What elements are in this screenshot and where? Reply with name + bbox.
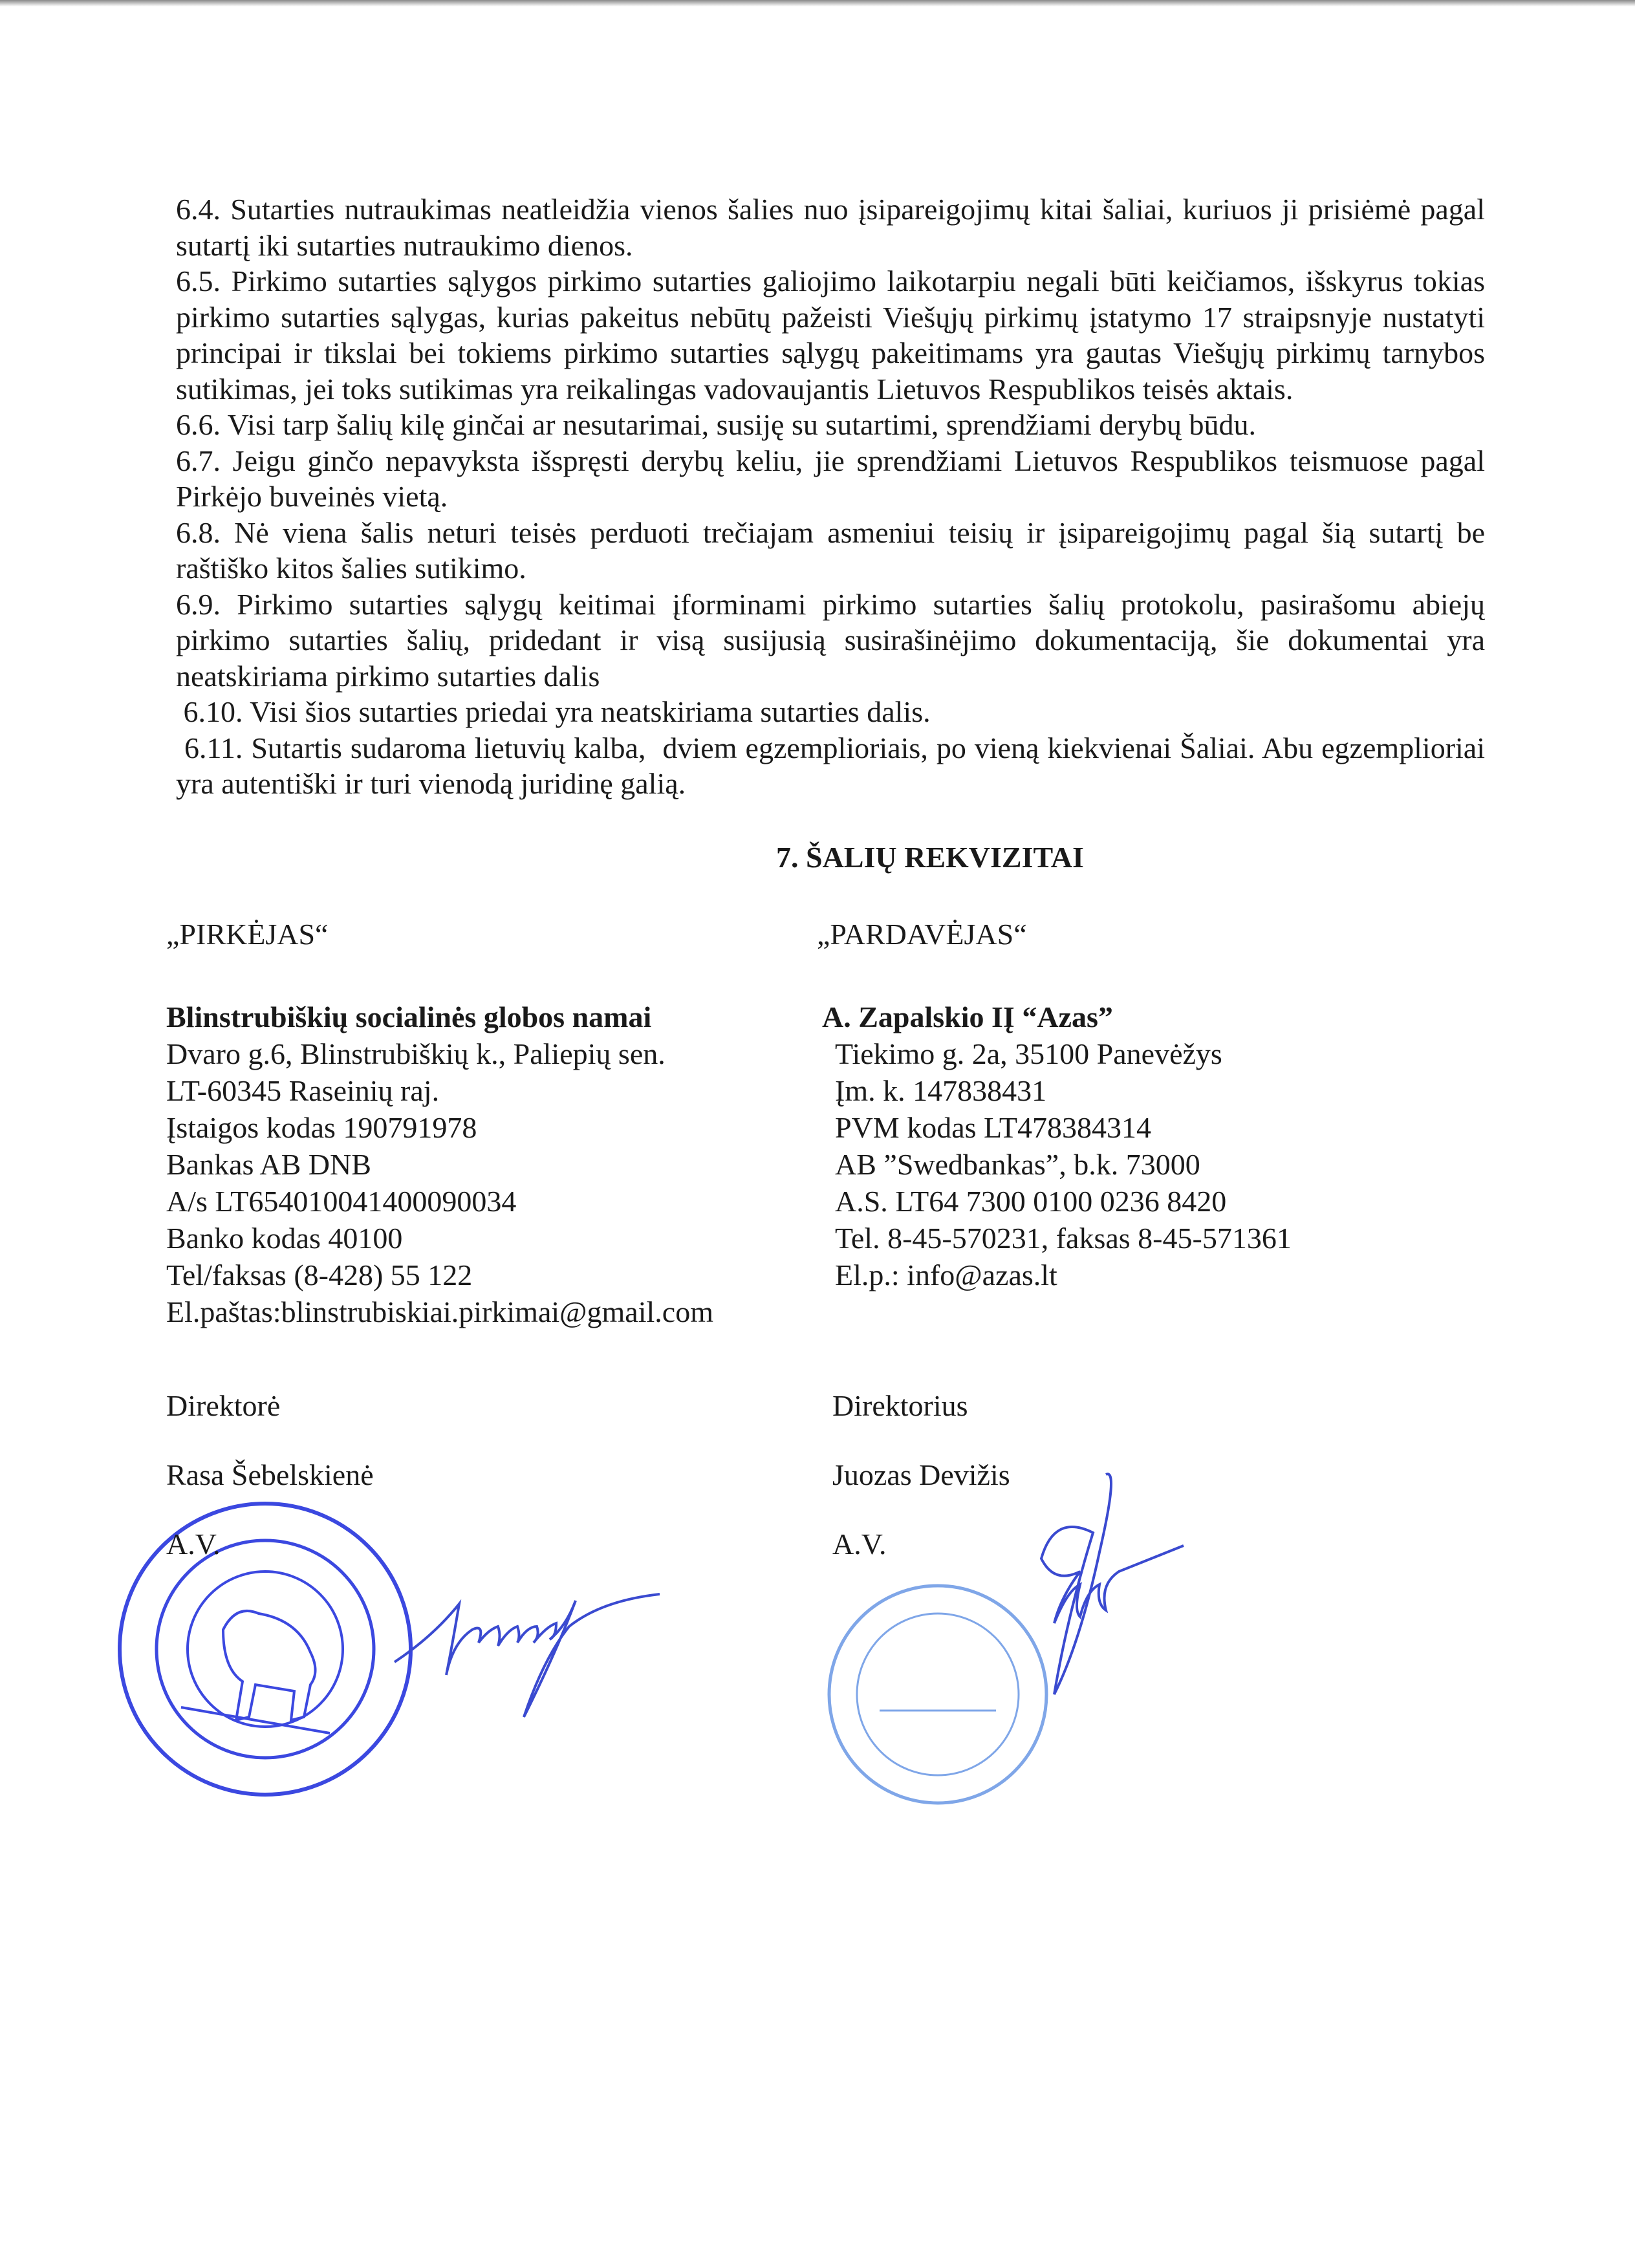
seller-account: A.S. LT64 7300 0100 0236 8420: [835, 1184, 1227, 1218]
seller-email: El.p.: info@azas.lt: [835, 1258, 1057, 1291]
clause-6-10: 6.10. Visi šios sutarties priedai yra neatskiriama sutarties dalis.: [176, 695, 931, 728]
buyer-details: [166, 916, 817, 1562]
contract-clauses: [176, 191, 1493, 802]
clause-6-11: 6.11. Sutartis sudaroma lietuvių kalba, dviem egzemplioriais, po vieną kiekvienai Šaliai. Abu egzemplioriai yra autentiški ir turi vienodą juridinę galią.: [176, 731, 1493, 800]
clause-6-6: 6.6. Visi tarp šalių kilę ginčai ar nesutarimai, susiję su sutartimi, sprendžiami derybų būdu.: [176, 408, 1256, 441]
clause-6-7: 6.7. Jeigu ginčo nepavyksta išspręsti derybų keliu, jie sprendžiami Lietuvos Respublikos teismuose pagal Pirkėjo buveinės vietą.: [176, 444, 1485, 513]
buyer-role: „PIRKĖJAS“: [166, 917, 329, 951]
buyer-seal-mark: A.V.: [166, 1527, 221, 1561]
document-page: [166, 191, 1493, 1562]
buyer-postcode: LT-60345 Raseinių raj.: [166, 1074, 440, 1107]
seller-position: Direktorius: [832, 1388, 968, 1422]
buyer-phone: Tel/faksas (8-428) 55 122: [166, 1258, 473, 1291]
buyer-bank-code: Banko kodas 40100: [166, 1221, 403, 1255]
buyer-signatory: Rasa Šebelskienė: [166, 1458, 374, 1491]
seller-company-code: Įm. k. 147838431: [835, 1074, 1047, 1107]
seller-bank: AB ”Swedbankas”, b.k. 73000: [835, 1147, 1200, 1181]
seller-vat-code: PVM kodas LT478384314: [835, 1110, 1151, 1144]
party-details: [166, 916, 1485, 1562]
buyer-address: Dvaro g.6, Blinstrubiškių k., Paliepių sen.: [166, 1037, 666, 1070]
seller-seal-mark: A.V.: [832, 1527, 887, 1561]
clause-6-4: 6.4. Sutarties nutraukimas neatleidžia vienos šalies nuo įsipareigojimų kitai šaliai, kuriuos ji prisiėmė pagal sutartį iki sutarties nutraukimo dienos.: [176, 193, 1485, 262]
seller-address: Tiekimo g. 2a, 35100 Panevėžys: [835, 1037, 1222, 1070]
buyer-bank: Bankas AB DNB: [166, 1147, 371, 1181]
buyer-signature: [388, 1565, 711, 1707]
clause-6-9: 6.9. Pirkimo sutarties sąlygų keitimai įforminami pirkimo sutarties šalių protokolu, pasirašomu abiejų pirkimo sutarties šalių, pridedant ir visą susijusią susirašinėjimo dokumentaciją, šie dokumentai yra neatskiriama pirkimo sutarties dalis: [176, 587, 1485, 693]
clause-6-8: 6.8. Nė viena šalis neturi teisės perduoti trečiajam asmeniui teisių ir įsipareigojimų pagal šią sutartį be raštiško kitos šalies sutikimo.: [176, 515, 1485, 585]
seller-phone: Tel. 8-45-570231, faksas 8-45-571361: [835, 1221, 1292, 1255]
buyer-position: Direktorė: [166, 1388, 281, 1422]
seller-name: A. Zapalskio IĮ “Azas”: [822, 1000, 1113, 1033]
buyer-name: Blinstrubiškių socialinės globos namai: [166, 1000, 652, 1033]
seller-details: [817, 916, 1485, 1562]
scan-edge: [0, 0, 1635, 6]
buyer-account: A/s LT654010041400090034: [166, 1184, 517, 1218]
buyer-code: Įstaigos kodas 190791978: [166, 1110, 477, 1144]
seller-role: „PARDAVĖJAS“: [817, 917, 1027, 951]
clause-6-5: 6.5. Pirkimo sutarties sąlygos pirkimo sutarties galiojimo laikotarpiu negali būti keičiamos, išskyrus tokias pirkimo sutarties sąlygas, kurias pakeitus nebūtų pažeisti Viešųjų pirkimų įstatymo 17 straipsnyje nustatyti principai ir tikslai bei tokiems pirkimo sutarties sąlygų pakeitimams yra gautas Viešųjų pirkimų tarnybos sutikimas, jei toks sutikimas yra reikalingas vadovaujantis Lietuvos Respublikos teisės aktais.: [176, 265, 1485, 405]
seller-signatory: Juozas Devižis: [832, 1458, 1010, 1491]
section-heading: 7. ŠALIŲ REKVIZITAI: [776, 840, 1084, 874]
buyer-email: El.paštas:blinstrubiskiai.pirkimai@gmail.com: [166, 1295, 713, 1328]
